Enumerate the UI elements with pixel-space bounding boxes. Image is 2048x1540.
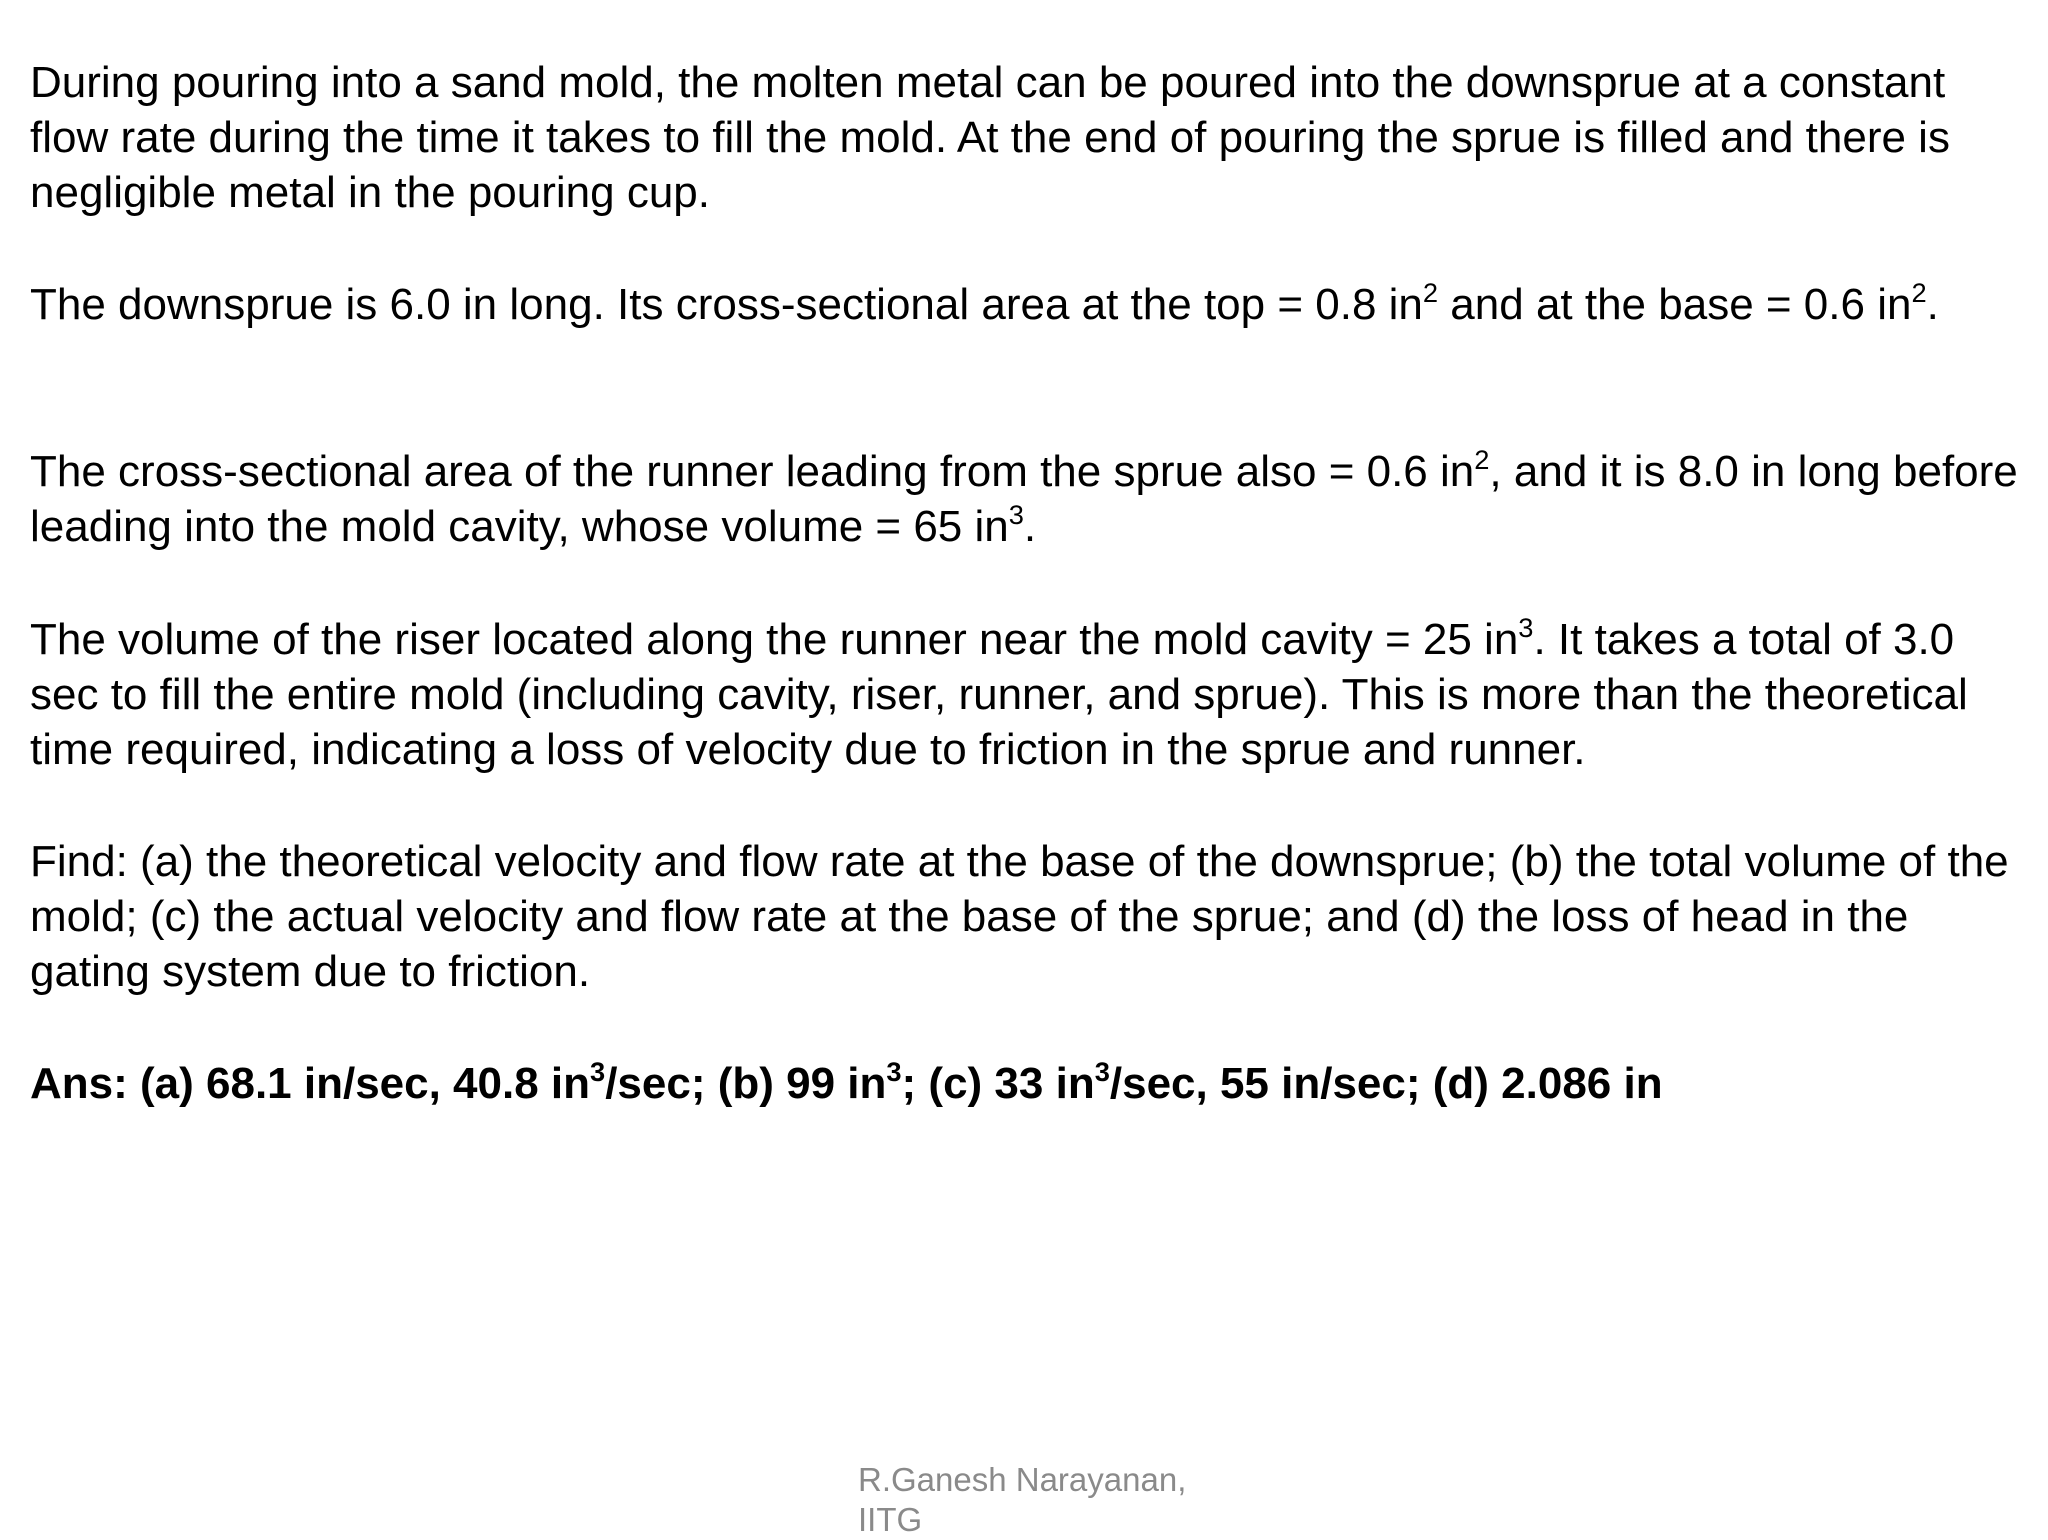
superscript: 3: [1094, 1056, 1110, 1088]
text-segment: .: [1023, 502, 1037, 551]
author-name: R.Ganesh Narayanan,: [858, 1461, 1187, 1498]
text-segment: /sec, 55 in/sec; (d) 2.086 in: [1109, 1059, 1663, 1108]
author-institute: IITG: [858, 1501, 923, 1538]
superscript: 2: [1911, 277, 1927, 309]
superscript: 3: [886, 1056, 902, 1088]
riser-paragraph: [30, 612, 2020, 777]
superscript: 3: [1518, 612, 1534, 644]
runner-paragraph: [30, 444, 2020, 554]
problem-intro-paragraph: During pouring into a sand mold, the molten metal can be poured into the downsprue at a constant flow rate during the time it takes to fill the mold. At the end of pouring the sprue is filled and there is negligible metal in the pouring cup.: [30, 58, 1950, 217]
text-segment: .: [1926, 280, 1939, 329]
text-segment: Ans: (a) 68.1 in/sec, 40.8 in: [30, 1059, 591, 1108]
superscript: 2: [1474, 444, 1490, 476]
author-footer: [858, 1460, 1186, 1540]
find-paragraph: Find: (a) the theoretical velocity and flow rate at the base of the downsprue; (b) the total volume of the mold; (c) the actual velocity and flow rate at the base of the sprue; and (d) the loss of head in the gating system due to friction.: [30, 837, 2009, 996]
text-segment: ; (c) 33 in: [901, 1059, 1095, 1108]
text-segment: /sec; (b) 99 in: [605, 1059, 887, 1108]
answer-paragraph: [30, 1056, 2020, 1111]
text-segment: and at the base = 0.6 in: [1438, 280, 1912, 329]
superscript: 2: [1422, 277, 1439, 309]
text-segment: The cross-sectional area of the runner leading from the sprue also = 0.6 in: [30, 447, 1475, 496]
text-segment: The volume of the riser located along the runner near the mold cavity = 25 in: [30, 615, 1519, 664]
superscript: 3: [590, 1056, 606, 1088]
superscript: 3: [1008, 499, 1024, 531]
text-segment: The downsprue is 6.0 in long. Its cross-sectional area at the top = 0.8 in: [30, 280, 1423, 329]
text-segment: . It takes a total of 3.0 sec to fill the entire mold (including cavity, riser, runner, and sprue). This is more than the theoretical time required, indicating a loss of velocity due to friction in the sprue and runner.: [30, 615, 1968, 774]
text-segment: , and it is 8.0 in long before leading into the mold cavity, whose volume = 65 in: [30, 447, 2018, 551]
downsprue-paragraph: [30, 277, 2020, 332]
